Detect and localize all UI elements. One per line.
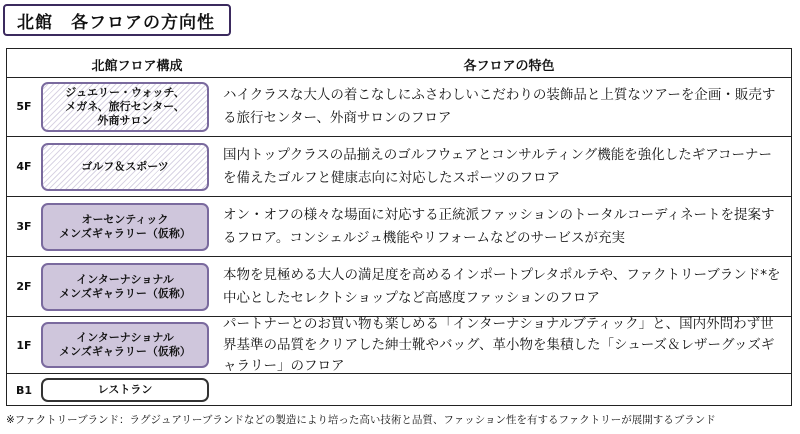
table-row <box>7 137 791 197</box>
header-floor-features: 各フロアの特色 <box>463 59 555 74</box>
table-row <box>7 374 791 406</box>
category-line: メガネ、旅行センター、 <box>65 100 185 113</box>
page-title: 北館 各フロアの方向性 <box>3 4 231 36</box>
floor-category-box <box>41 143 209 191</box>
floor-label: 2F <box>16 280 32 293</box>
floor-category-box <box>41 263 209 311</box>
category-line: レストラン <box>97 383 153 396</box>
category-line: メンズギャラリー（仮称） <box>59 345 191 358</box>
floor-description: パートナーとのお買い物も楽しめる「インターナショナルブティック」と、国内外問わず世界基準の品質をクリアした紳士靴やバッグ、革小物を集積した「シューズ＆レザーグッズギャラリー」のフロア <box>223 315 775 374</box>
table-row <box>7 317 791 374</box>
category-line: メンズギャラリー（仮称） <box>59 287 191 300</box>
table-header <box>7 49 791 78</box>
category-line: ジュエリー・ウォッチ、 <box>65 86 185 99</box>
floor-description: 本物を見極める大人の満足度を高めるインポートプレタポルテや、ファクトリーブランド*を中心としたセレクトショップなど高感度ファッションのフロア <box>223 266 781 306</box>
floor-category-box <box>41 378 209 402</box>
category-line: メンズギャラリー（仮称） <box>59 227 191 240</box>
footnote: ※ファクトリーブランド：ラグジュアリーブランドなどの製造により培った高い技術と品質、ファッション性を有するファクトリーが展開するブランド <box>6 414 716 426</box>
table-row <box>7 197 791 257</box>
floor-category-box <box>41 322 209 368</box>
category-line: オーセンティック <box>81 213 169 226</box>
category-line: インターナショナル <box>76 273 174 286</box>
category-line: インターナショナル <box>76 331 174 344</box>
category-line: 外商サロン <box>97 114 153 127</box>
floor-description: 国内トップクラスの品揃えのゴルフウェアとコンサルティング機能を強化したギアコーナーを備えたゴルフと健康志向に対応したスポーツのフロア <box>223 146 773 186</box>
floor-description: ハイクラスな大人の着こなしにふさわしいこだわりの装飾品と上質なツアーを企画・販売する旅行センター、外商サロンのフロア <box>223 86 776 126</box>
floor-category-box <box>41 203 209 251</box>
floor-category-box <box>41 82 209 132</box>
floor-label: 5F <box>16 100 32 113</box>
category-line: ゴルフ＆スポーツ <box>81 160 169 173</box>
floor-table <box>6 48 792 406</box>
floor-label: 3F <box>16 220 32 233</box>
table-row <box>7 257 791 317</box>
floor-label: 4F <box>16 160 32 173</box>
floor-label: 1F <box>16 338 32 352</box>
floor-description <box>223 374 783 406</box>
table-row <box>7 77 791 137</box>
floor-description: オン・オフの様々な場面に対応する正統派ファッションのトータルコーディネートを提案するフロア。コンシェルジュ機能やリフォームなどのサービスが充実 <box>223 206 775 246</box>
floor-label: B1 <box>15 383 33 397</box>
header-floor-composition: 北館フロア構成 <box>91 59 183 74</box>
